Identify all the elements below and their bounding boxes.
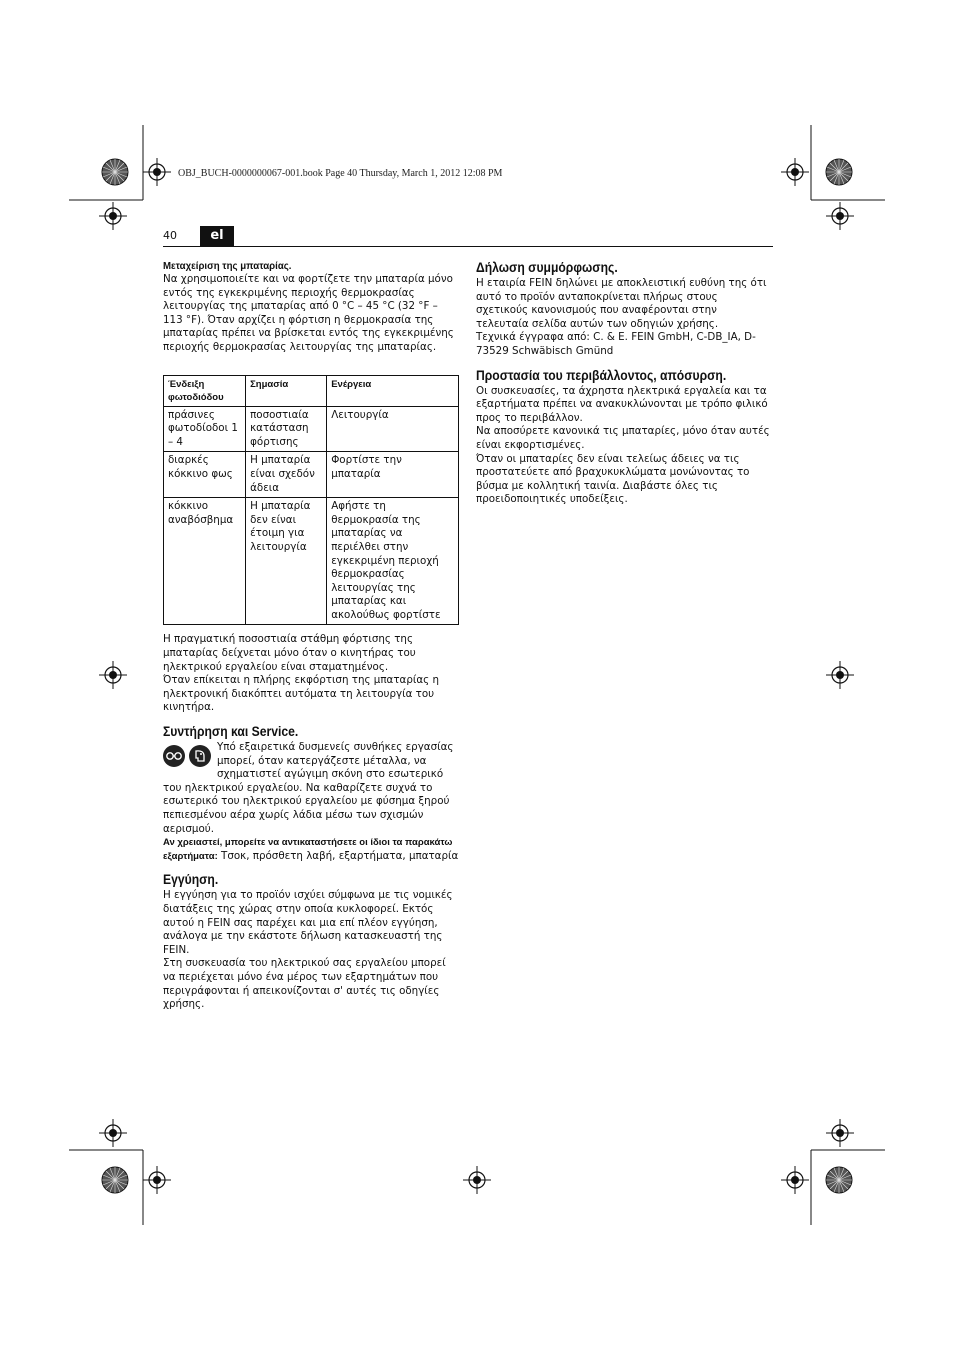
registration-mark-icon: [781, 158, 809, 186]
warranty-paragraph-1: Η εγγύηση για το προϊόν ισχύει σύμφωνα με τις νομικές διατάξεις της χώρας στην οποία κυκλοφορεί. Εκτός αυτού η FEIN σας παρέχει και μια επί πλέον εγγύηση, ανάλογα με την εκάστοτε δήλωση κατασκευαστή της FEIN.: [163, 889, 453, 956]
registration-mark-icon: [143, 158, 171, 186]
battery-heading: Μεταχείριση της μπαταρίας.: [163, 260, 292, 272]
charge-note-1: Η πραγματική ποσοστιαία στάθμη φόρτισης της μπαταρίας δείχνεται μόνο όταν ο κινητήρας του ηλεκτρικού εργαλείου είναι σταματημένος.: [163, 633, 416, 673]
registration-mark-icon: [826, 202, 854, 230]
environment-paragraph-3: Όταν οι μπαταρίες δεν είναι τελείως άδειες να τις προστατεύετε από βραχυκυκλώματα μονώνοντας το βύσμα με κολλητική ταινία. Διαβάστε όλες τις προειδοποιητικές υποδείξεις.: [476, 452, 750, 506]
table-cell: διαρκές κόκκινο φως: [164, 452, 246, 498]
table-cell: Αφήστε τη θερμοκρασία της μπαταρίας να περιέλθει στην εγκεκριμένη περιοχή θερμοκρασίας λειτουργίας της μπαταρίας και ακολούθως φορτίστε: [327, 498, 459, 625]
service-paragraph: Υπό εξαιρετικά δυσμενείς συνθήκες εργασίας μπορεί, όταν κατεργάζεστε μέταλλα, να σχηματιστεί αγώγιμη σκόνη στο εσωτερικό του ηλεκτρικού εργαλείου. Να καθαρίζετε συχνά το εσωτερικό του ηλεκτρικού εργαλείου με φύσημα ξηρού πεπιεσμένου αέρα χωρίς λάδια μέσω των σχισμών αερισμού.: [163, 741, 454, 835]
replace-parts: [163, 836, 459, 863]
registration-mark-icon: [99, 661, 127, 689]
right-column: [476, 259, 772, 507]
led-table: [163, 375, 459, 626]
table-header: Ενέργεια: [327, 375, 459, 406]
registration-mark-icon: [826, 1119, 854, 1147]
safety-icons: [163, 745, 211, 767]
conformity-paragraph: Η εταιρία FEIN δηλώνει με αποκλειστική ευθύνη της ότι αυτό το προϊόν ανταποκρίνεται πλήρως στους σχετικούς κανονισμούς που αναφέρονται στην τελευταία σελίδα αυτών των οδηγιών χρήσης.: [476, 277, 767, 330]
left-column: [163, 259, 459, 1012]
technical-documents: Τεχνικά έγγραφα από: C. & E. FEIN GmbH, C-DB_IA, D-73529 Schwäbisch Gmünd: [476, 331, 756, 357]
conformity-heading: Δήλωση συμμόρφωσης.: [476, 260, 618, 275]
print-header: OBJ_BUCH-0000000067-001.book Page 40 Thursday, March 1, 2012 12:08 PM: [178, 168, 503, 179]
table-cell: Φορτίστε την μπαταρία: [327, 452, 459, 498]
battery-paragraph: Να χρησιμοποιείτε και να φορτίζετε την μπαταρία μόνο εντός της εγκεκριμένης περιοχής θερμοκρασίας λειτουργίας της μπαταρίας από 0 °C – 45 °C (32 °F – 113 °F). Όταν αρχίζει η φόρτιση η θερμοκρασία της μπαταρίας πρέπει να βρίσκεται εντός της εγκεκριμένης περιοχής θερμοκρασίας λειτουργίας της μπαταρίας.: [163, 273, 454, 353]
service-heading: Συντήρηση και Service.: [163, 724, 299, 740]
registration-mark-icon: [781, 1166, 809, 1194]
replace-parts-label: Αν χρειαστεί, μπορείτε να αντικαταστήσετε οι ίδιοι τα παρακάτω εξαρτήματα:: [163, 837, 453, 862]
table-cell: κόκκινο αναβόσβημα: [164, 498, 246, 625]
registration-mark-icon: [99, 1119, 127, 1147]
table-cell: Η μπαταρία δεν είναι έτοιμη για λειτουργία: [246, 498, 327, 625]
table-header: Σημασία: [246, 375, 327, 406]
table-cell: Λειτουργία: [327, 406, 459, 452]
table-cell: πράσινες φωτοδίοδοι 1 – 4: [164, 406, 246, 452]
page-number: 40: [163, 229, 177, 242]
table-header-row: [164, 375, 459, 406]
environment-paragraph-1: Οι συσκευασίες, τα άχρηστα ηλεκτρικά εργαλεία και τα εξαρτήματα πρέπει να ανακυκλώνονται με τρόπο φιλικό προς το περιβάλλον.: [476, 384, 768, 424]
header-rule: [163, 246, 773, 247]
table-cell: Η μπαταρία είναι σχεδόν άδεια: [246, 452, 327, 498]
registration-mark-icon: [826, 661, 854, 689]
registration-mark-icon: [99, 202, 127, 230]
registration-mark-icon: [463, 1166, 491, 1194]
color-wheel-icon: [102, 159, 128, 185]
dust-mask-icon: [189, 745, 211, 767]
environment-paragraph-2: Να αποσύρετε κανονικά τις μπαταρίες, μόνο όταν αυτές είναι εκφορτισμένες.: [476, 425, 770, 451]
registration-mark-icon: [143, 1166, 171, 1194]
warranty-paragraph-2: Στη συσκευασία του ηλεκτρικού σας εργαλείου μπορεί να περιέχεται μόνο ένα μέρος των εξαρτημάτων που περιγράφονται ή απεικονίζονται σ' αυτές τις οδηγίες χρήσης.: [163, 957, 446, 1011]
warranty-heading: Εγγύηση.: [163, 872, 219, 888]
replace-parts-list: Τσοκ, πρόσθετη λαβή, εξαρτήματα, μπαταρία: [217, 849, 459, 862]
charge-note-2: Όταν επίκειται η πλήρης εκφόρτιση της μπαταρίας η ηλεκτρονική διακόπτει αυτόματα τη λειτουργία του κινητήρα.: [163, 674, 439, 714]
language-badge: el: [200, 226, 234, 246]
table-cell: ποσοστιαία κατάσταση φόρτισης: [246, 406, 327, 452]
color-wheel-icon: [826, 159, 852, 185]
table-row: [164, 406, 459, 452]
table-row: [164, 452, 459, 498]
environment-heading: Προστασία του περιβάλλοντος, απόσυρση.: [476, 367, 727, 383]
goggles-icon: [163, 745, 185, 767]
table-row: [164, 498, 459, 625]
table-header: Ένδειξη φωτοδιόδου: [164, 375, 246, 406]
color-wheel-icon: [102, 1167, 128, 1193]
color-wheel-icon: [826, 1167, 852, 1193]
